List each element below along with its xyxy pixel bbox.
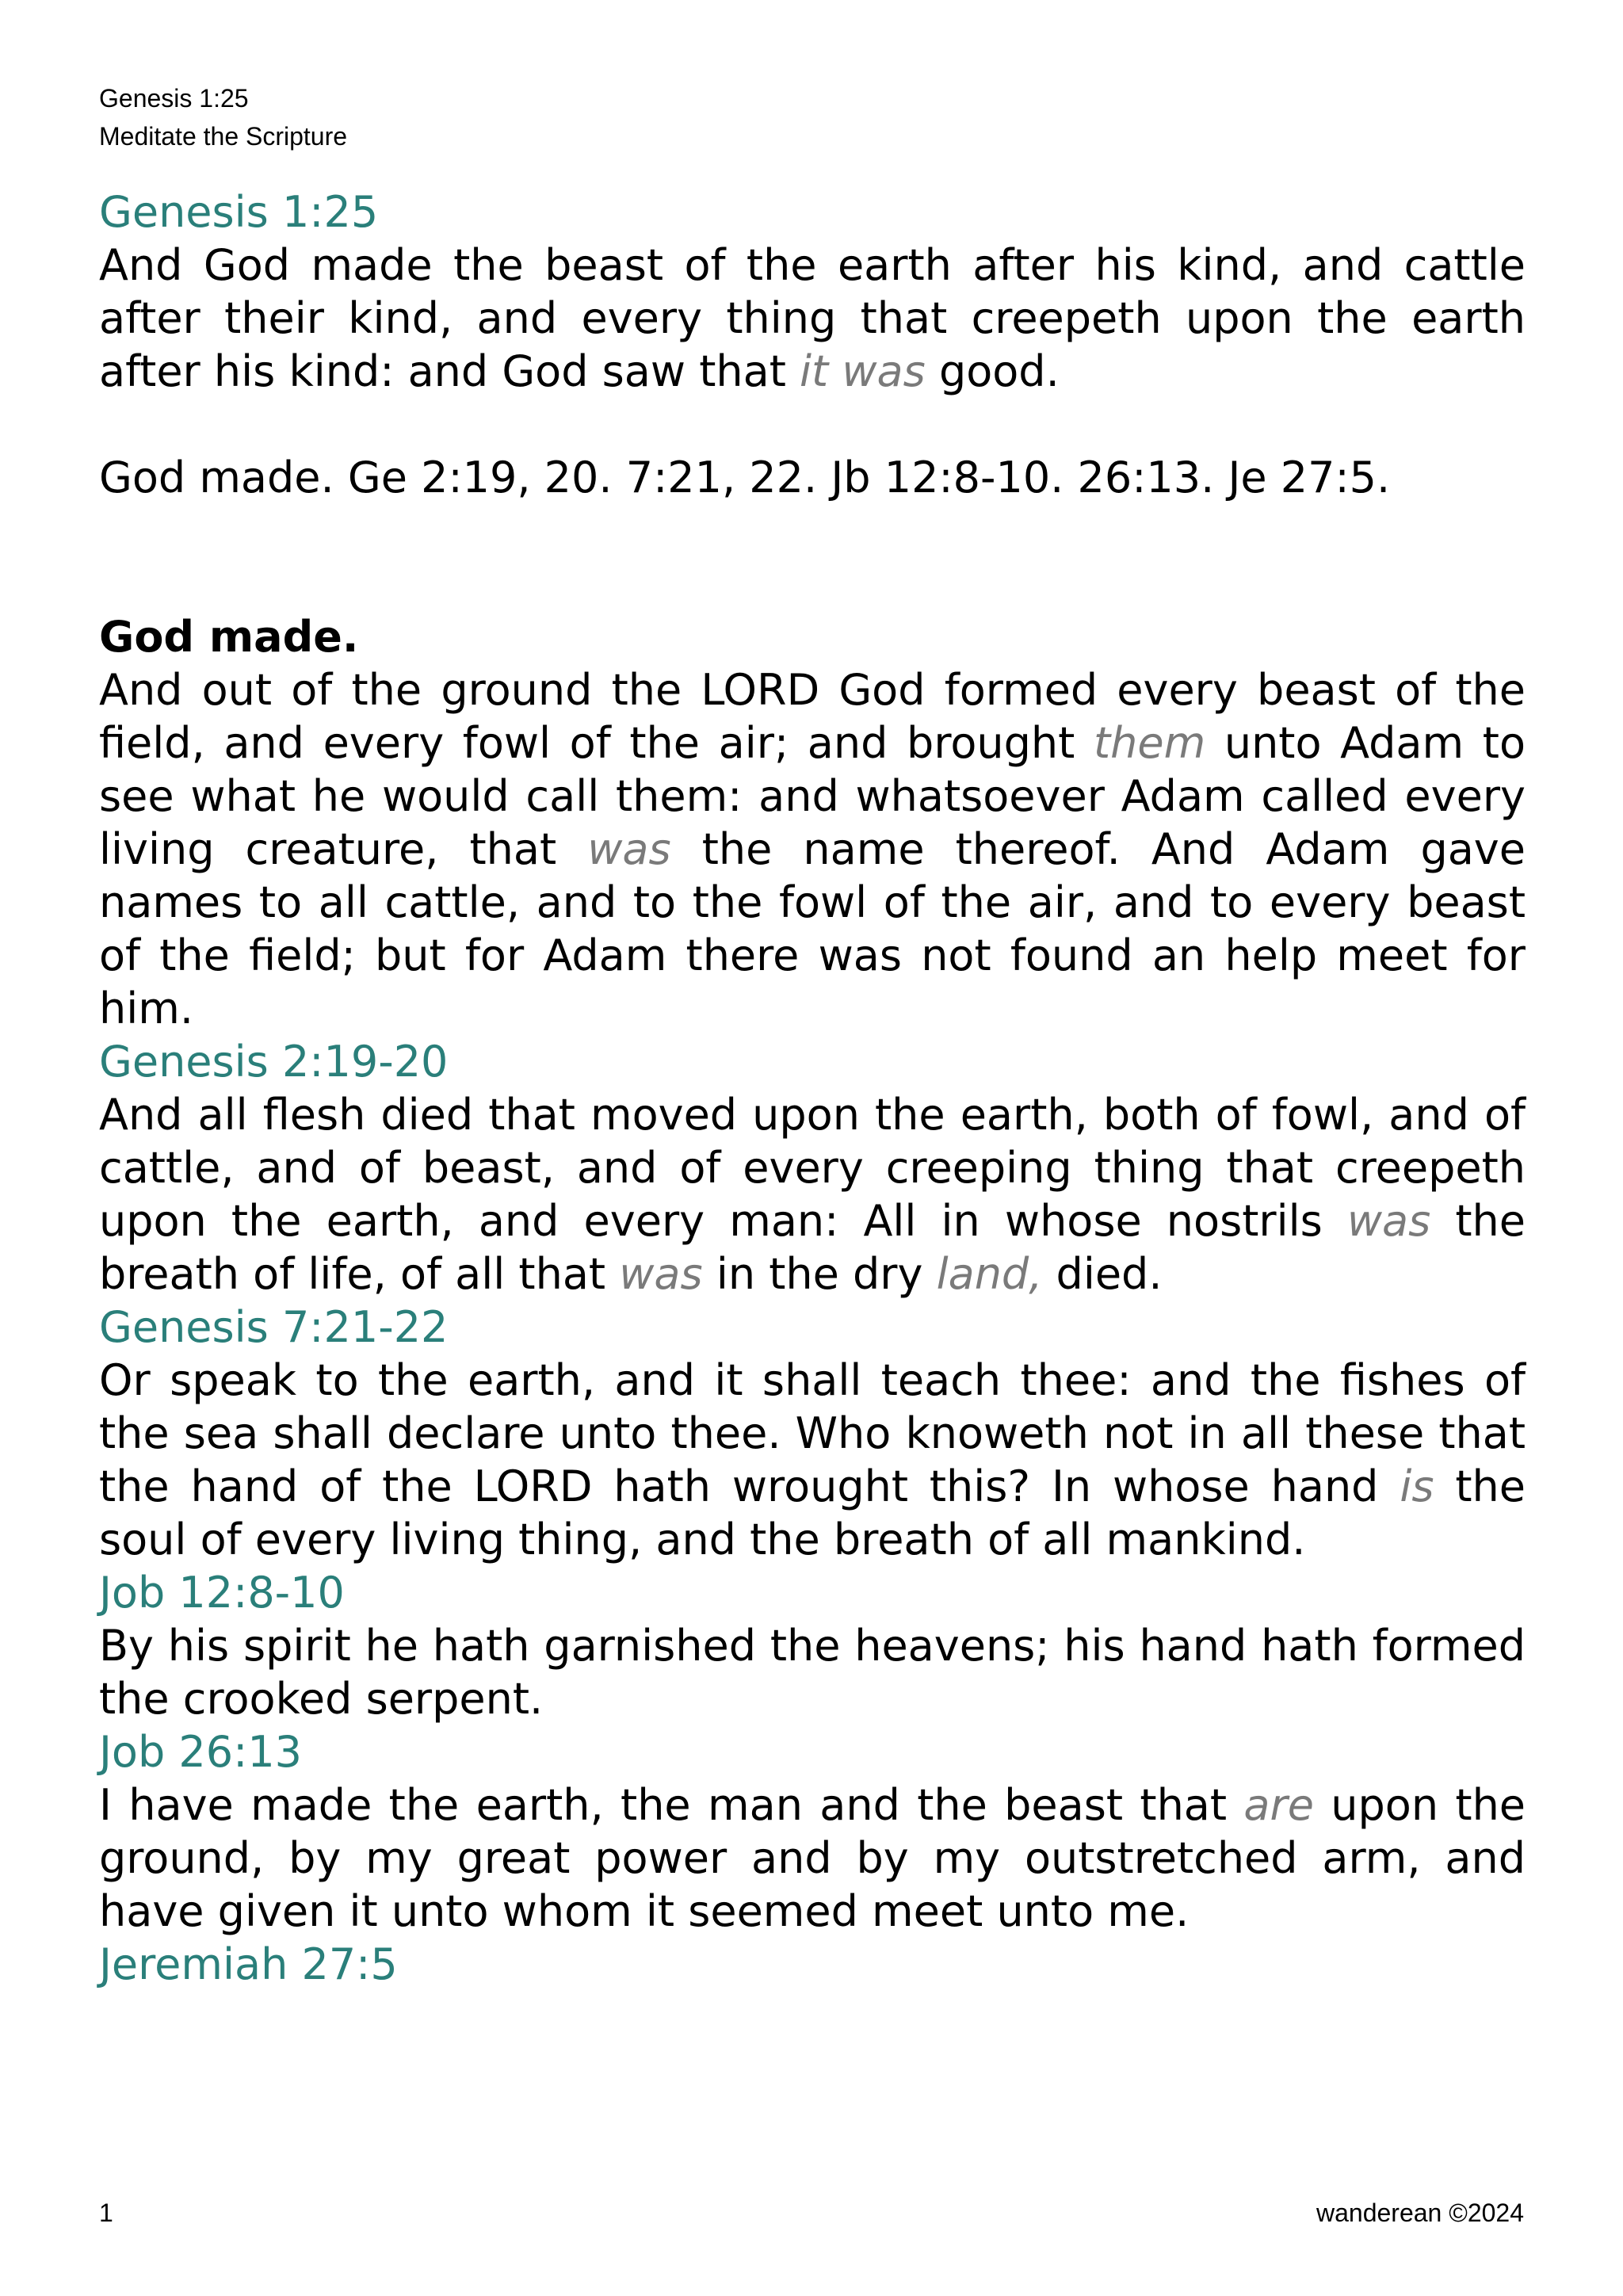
passage-reference: Job 12:8-10 — [99, 1568, 345, 1618]
passage-reference: Genesis 2:19-20 — [99, 1037, 449, 1087]
passage-text: And all flesh died that moved upon the earth, both of fowl, and of cattle, and of beast, and of every creeping thing that creepeth upon the earth, and every man: All in whose nostrils was the breath of life, of all that was in the dry land, died. — [99, 1090, 1526, 1299]
passage-text: And out of the ground the LORD God formed every beast of the field, and every fowl of the air; and brought them unto Adam to see what he would call them: and whatsoever Adam called every living creature, that was the name thereof. And Adam gave names to all cattle, and to the fowl of the air, and to every beast of the field; but for Adam there was not found an help meet for him. — [99, 665, 1526, 1033]
section-heading: God made. — [99, 612, 359, 662]
main-content — [99, 185, 1526, 1991]
page-header — [99, 79, 347, 155]
copyright-notice: wanderean ©2024 — [1316, 2199, 1524, 2227]
passage-text: By his spirit he hath garnished the heavens; his hand hath formed the crooked serpent. — [99, 1621, 1526, 1724]
page-number: 1 — [99, 2199, 113, 2227]
header-title: Genesis 1:25 — [99, 84, 249, 113]
main-verse-text: And God made the beast of the earth after his kind, and cattle after their kind, and every thing that creepeth upon the earth after his kind: and God saw that it was good. — [99, 240, 1526, 396]
passage-reference: Jeremiah 27:5 — [99, 1939, 398, 1989]
passage-reference: Genesis 7:21-22 — [99, 1302, 449, 1352]
main-verse-reference: Genesis 1:25 — [99, 187, 379, 237]
passage-reference: Job 26:13 — [99, 1727, 303, 1777]
header-subtitle: Meditate the Scripture — [99, 122, 348, 151]
passage-text: Or speak to the earth, and it shall teach thee: and the fishes of the sea shall declare unto thee. Who knoweth not in all these that the hand of the LORD hath wrought this? In whose hand is the soul of every living thing, and the breath of all mankind. — [99, 1355, 1526, 1564]
passage-text: I have made the earth, the man and the beast that are upon the ground, by my great power and by my outstretched arm, and have given it unto whom it seemed meet unto me. — [99, 1780, 1526, 1936]
cross-references: God made. Ge 2:19, 20. 7:21, 22. Jb 12:8-10. 26:13. Je 27:5. — [99, 453, 1391, 502]
